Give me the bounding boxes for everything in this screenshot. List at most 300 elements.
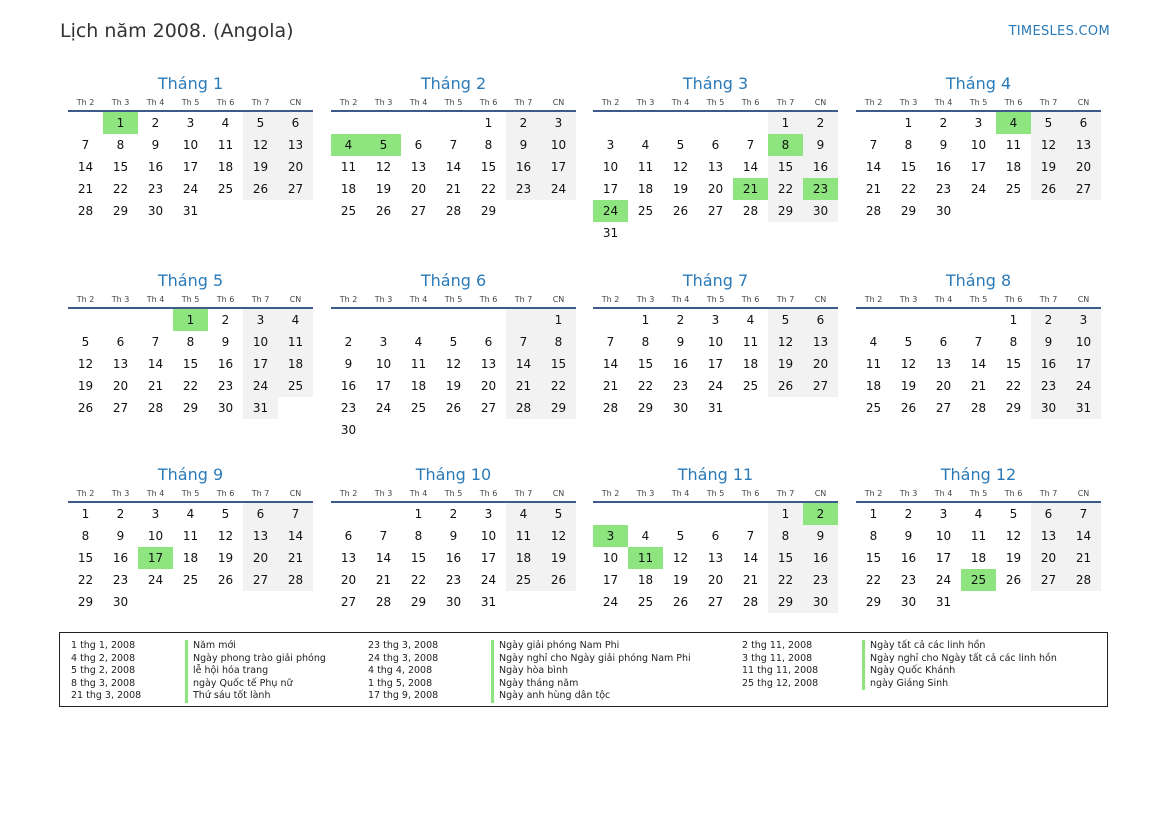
day-cell: 2 [803, 112, 838, 134]
day-cell: 15 [77, 551, 94, 565]
empty-cell [208, 591, 243, 613]
day-cell: 16 [147, 160, 164, 174]
day-cell: 10 [707, 335, 724, 349]
day-cell: 9 [803, 134, 838, 156]
weekday-label: Th 6 [216, 489, 235, 498]
day-cell: 29 [865, 595, 882, 609]
weekday-label: CN [814, 295, 827, 304]
week-row [68, 591, 313, 613]
weekday-label: Th 5 [181, 295, 200, 304]
day-cell: 28 [278, 569, 313, 591]
day-cell: 26 [445, 401, 462, 415]
day-cell: 21 [1066, 547, 1101, 569]
day-cell: 19 [375, 182, 392, 196]
legend-dates-1 [71, 640, 141, 703]
day-cell: 2 [449, 507, 458, 521]
day-cell: 3 [711, 313, 720, 327]
day-cell: 30 [445, 595, 462, 609]
legend-entry: 2 thg 11, 2008 [742, 640, 813, 651]
day-cell: 10 [1066, 331, 1101, 353]
day-cell: 3 [939, 507, 948, 521]
day-cell: 22 [768, 178, 803, 200]
empty-cell [103, 309, 138, 331]
empty-cell [803, 397, 838, 419]
empty-cell [401, 309, 436, 331]
week-row [331, 112, 576, 134]
day-cell: 26 [768, 375, 803, 397]
day-cell: 4 [641, 138, 650, 152]
week-row [856, 134, 1101, 156]
weekday-label: Th 2 [76, 98, 95, 107]
empty-cell [506, 200, 541, 222]
day-cell: 28 [865, 204, 882, 218]
day-cell: 20 [707, 573, 724, 587]
day-cell: 1 [414, 507, 423, 521]
day-cell: 17 [707, 357, 724, 371]
site-link[interactable]: TIMESLES.COM [1008, 24, 1110, 39]
weekday-label: Th 4 [146, 295, 165, 304]
empty-cell [471, 419, 506, 441]
day-cell: 17 [243, 353, 278, 375]
day-cell: 13 [803, 331, 838, 353]
day-cell: 9 [221, 335, 230, 349]
week-row [593, 200, 838, 222]
day-cell: 29 [182, 401, 199, 415]
weekday-label: CN [1077, 98, 1090, 107]
legend-dates-3 [742, 640, 818, 690]
empty-cell [733, 397, 768, 419]
day-cell: 6 [1031, 503, 1066, 525]
day-cell: 11 [742, 335, 759, 349]
day-cell: 12 [445, 357, 462, 371]
empty-cell [698, 112, 733, 134]
week-row [68, 569, 313, 591]
day-cell: 14 [742, 160, 759, 174]
day-cell: 14 [1066, 525, 1101, 547]
day-cell: 18 [217, 160, 234, 174]
week-row [856, 525, 1101, 547]
week-row [68, 134, 313, 156]
day-cell: 10 [541, 134, 576, 156]
week-row [331, 156, 576, 178]
weekday-label: Th 7 [251, 489, 270, 498]
weekday-label: Th 7 [514, 98, 533, 107]
empty-cell [733, 503, 768, 525]
day-cell: 16 [900, 551, 917, 565]
day-cell: 21 [445, 182, 462, 196]
day-cell: 3 [606, 138, 615, 152]
day-cell: 26 [1031, 178, 1066, 200]
day-cell: 10 [182, 138, 199, 152]
day-cell: 6 [278, 112, 313, 134]
month-calendar [68, 464, 313, 613]
day-cell: 1 [768, 112, 803, 134]
day-cell: 10 [147, 529, 164, 543]
day-cell: 23 [1031, 375, 1066, 397]
day-cell: 21 [147, 379, 164, 393]
day-cell: 19 [77, 379, 94, 393]
day-cell: 27 [707, 595, 724, 609]
day-cell: 23 [935, 182, 952, 196]
weekday-label: CN [814, 98, 827, 107]
weekday-label: Th 2 [76, 295, 95, 304]
legend-entry: 5 thg 2, 2008 [71, 665, 136, 676]
day-cell: 1 [103, 112, 138, 134]
weekday-label: CN [552, 489, 565, 498]
day-cell: 6 [803, 309, 838, 331]
week-row [331, 547, 576, 569]
day-cell: 20 [112, 379, 129, 393]
day-cell: 17 [602, 182, 619, 196]
day-cell: 26 [375, 204, 392, 218]
week-row [68, 309, 313, 331]
day-cell: 13 [410, 160, 427, 174]
day-cell: 24 [602, 595, 619, 609]
day-cell: 20 [803, 353, 838, 375]
empty-cell [331, 503, 366, 525]
day-cell: 9 [939, 138, 948, 152]
day-cell: 14 [506, 353, 541, 375]
week-row [68, 156, 313, 178]
day-cell: 7 [379, 529, 388, 543]
day-cell: 10 [970, 138, 987, 152]
day-cell: 13 [1031, 525, 1066, 547]
weekday-label: Th 2 [864, 489, 883, 498]
day-cell: 21 [970, 379, 987, 393]
day-cell: 21 [742, 573, 759, 587]
empty-cell [68, 112, 103, 134]
day-cell: 9 [1031, 331, 1066, 353]
weekday-label: Th 5 [706, 489, 725, 498]
day-cell: 11 [340, 160, 357, 174]
weekday-label: Th 3 [899, 489, 918, 498]
day-cell: 24 [147, 573, 164, 587]
day-cell: 18 [278, 353, 313, 375]
day-cell: 26 [217, 573, 234, 587]
day-cell: 19 [1005, 551, 1022, 565]
week-row [593, 591, 838, 613]
weekday-label: Th 2 [339, 295, 358, 304]
week-row [593, 309, 838, 331]
day-cell: 29 [637, 401, 654, 415]
day-cell: 17 [182, 160, 199, 174]
legend-entry: 21 thg 3, 2008 [71, 690, 142, 701]
day-cell: 22 [637, 379, 654, 393]
day-cell: 25 [742, 379, 759, 393]
day-cell: 9 [506, 134, 541, 156]
day-cell: 26 [541, 569, 576, 591]
empty-cell [1066, 591, 1101, 613]
legend-entry: ngày Giáng Sinh [870, 677, 949, 689]
day-cell: 16 [340, 379, 357, 393]
day-cell: 1 [641, 313, 650, 327]
day-cell: 27 [480, 401, 497, 415]
legend-entry: 24 thg 3, 2008 [368, 652, 439, 664]
legend-entry: ngày Quốc tế Phụ nữ [193, 677, 293, 689]
legend-names-2 [491, 640, 691, 703]
day-cell: 3 [379, 335, 388, 349]
legend-entry: 17 thg 9, 2008 [368, 690, 439, 701]
day-cell: 12 [243, 134, 278, 156]
day-cell: 14 [278, 525, 313, 547]
month-title: Tháng 8 [945, 271, 1012, 290]
week-row [68, 178, 313, 200]
day-cell: 7 [151, 335, 160, 349]
empty-cell [138, 309, 173, 331]
weekday-header [856, 95, 1101, 112]
empty-cell [401, 419, 436, 441]
month-calendar [856, 270, 1101, 419]
day-cell: 23 [445, 573, 462, 587]
empty-cell [593, 503, 628, 525]
empty-cell [208, 200, 243, 222]
day-cell: 3 [243, 309, 278, 331]
day-cell: 6 [939, 335, 948, 349]
month-title: Tháng 7 [682, 271, 749, 290]
day-cell: 2 [1031, 309, 1066, 331]
weekday-label: Th 6 [1004, 295, 1023, 304]
day-cell: 12 [900, 357, 917, 371]
day-cell: 5 [366, 134, 401, 156]
weekday-label: Th 3 [636, 489, 655, 498]
empty-cell [278, 200, 313, 222]
empty-cell [733, 222, 768, 244]
day-cell: 12 [375, 160, 392, 174]
empty-cell [961, 591, 996, 613]
day-cell: 9 [803, 525, 838, 547]
day-cell: 16 [217, 357, 234, 371]
day-cell: 5 [81, 335, 90, 349]
day-cell: 1 [81, 507, 90, 521]
day-cell: 21 [602, 379, 619, 393]
week-row [331, 200, 576, 222]
empty-cell [856, 112, 891, 134]
day-cell: 29 [768, 591, 803, 613]
day-cell: 21 [733, 178, 768, 200]
week-row [593, 375, 838, 397]
day-cell: 5 [676, 529, 685, 543]
week-row [68, 397, 313, 419]
day-cell: 28 [742, 204, 759, 218]
week-row [68, 353, 313, 375]
empty-cell [436, 309, 471, 331]
day-cell: 14 [147, 357, 164, 371]
day-cell: 5 [768, 309, 803, 331]
day-cell: 4 [186, 507, 195, 521]
day-cell: 8 [414, 529, 423, 543]
day-cell: 9 [904, 529, 913, 543]
day-cell: 14 [970, 357, 987, 371]
weekday-label: Th 3 [111, 295, 130, 304]
legend-entry: Ngày nghỉ cho Ngày giải phóng Nam Phi [499, 652, 691, 664]
day-cell: 12 [1031, 134, 1066, 156]
day-cell: 25 [340, 204, 357, 218]
empty-cell [436, 419, 471, 441]
day-cell: 27 [278, 178, 313, 200]
weekday-label: Th 6 [479, 98, 498, 107]
week-row [331, 503, 576, 525]
empty-cell [506, 309, 541, 331]
week-row [856, 178, 1101, 200]
day-cell: 12 [77, 357, 94, 371]
month-calendar [856, 73, 1101, 222]
day-cell: 23 [112, 573, 129, 587]
empty-cell [401, 112, 436, 134]
legend-entry: lễ hội hóa trang [193, 665, 269, 676]
day-cell: 5 [221, 507, 230, 521]
day-cell: 15 [637, 357, 654, 371]
day-cell: 30 [900, 595, 917, 609]
day-cell: 9 [449, 529, 458, 543]
empty-cell [891, 309, 926, 331]
empty-cell [366, 503, 401, 525]
day-cell: 6 [414, 138, 423, 152]
empty-cell [366, 309, 401, 331]
day-cell: 28 [1066, 569, 1101, 591]
month-title: Tháng 9 [157, 465, 224, 484]
day-cell: 21 [375, 573, 392, 587]
empty-cell [803, 222, 838, 244]
week-row [331, 569, 576, 591]
day-cell: 18 [637, 573, 654, 587]
week-row [331, 353, 576, 375]
day-cell: 16 [445, 551, 462, 565]
day-cell: 25 [1005, 182, 1022, 196]
weekday-label: Th 3 [374, 98, 393, 107]
month-title: Tháng 12 [940, 465, 1017, 484]
day-cell: 11 [278, 331, 313, 353]
empty-cell [628, 222, 663, 244]
day-cell: 15 [1005, 357, 1022, 371]
day-cell: 25 [961, 569, 996, 591]
month-calendar [331, 464, 576, 613]
day-cell: 24 [1066, 375, 1101, 397]
day-cell: 27 [112, 401, 129, 415]
day-cell: 28 [506, 397, 541, 419]
empty-cell [1066, 200, 1101, 222]
day-cell: 18 [865, 379, 882, 393]
day-cell: 1 [768, 503, 803, 525]
day-cell: 17 [1066, 353, 1101, 375]
month-calendar [593, 73, 838, 244]
day-cell: 5 [1009, 507, 1018, 521]
empty-cell [1031, 591, 1066, 613]
week-row [68, 525, 313, 547]
day-cell: 25 [506, 569, 541, 591]
day-cell: 18 [410, 379, 427, 393]
day-cell: 12 [672, 160, 689, 174]
day-cell: 5 [243, 112, 278, 134]
day-cell: 19 [672, 573, 689, 587]
day-cell: 19 [445, 379, 462, 393]
day-cell: 21 [506, 375, 541, 397]
week-row [593, 547, 838, 569]
month-title: Tháng 5 [157, 271, 224, 290]
weekday-label: Th 5 [706, 295, 725, 304]
day-cell: 19 [900, 379, 917, 393]
day-cell: 11 [1005, 138, 1022, 152]
day-cell: 30 [803, 200, 838, 222]
day-cell: 13 [243, 525, 278, 547]
weekday-header [593, 292, 838, 309]
day-cell: 27 [340, 595, 357, 609]
day-cell: 15 [900, 160, 917, 174]
day-cell: 28 [147, 401, 164, 415]
day-cell: 17 [480, 551, 497, 565]
day-cell: 20 [480, 379, 497, 393]
weekday-label: Th 7 [776, 489, 795, 498]
legend-names-3 [862, 640, 1057, 690]
day-cell: 13 [1066, 134, 1101, 156]
empty-cell [173, 591, 208, 613]
day-cell: 25 [637, 204, 654, 218]
legend-entry: 8 thg 3, 2008 [71, 677, 136, 689]
page-title: Lịch năm 2008. (Angola) [60, 20, 294, 42]
day-cell: 17 [375, 379, 392, 393]
day-cell: 28 [970, 401, 987, 415]
day-cell: 19 [672, 182, 689, 196]
day-cell: 12 [217, 529, 234, 543]
day-cell: 2 [506, 112, 541, 134]
weekday-label: Th 4 [671, 489, 690, 498]
day-cell: 8 [768, 134, 803, 156]
day-cell: 4 [506, 503, 541, 525]
day-cell: 14 [375, 551, 392, 565]
day-cell: 19 [541, 547, 576, 569]
day-cell: 25 [278, 375, 313, 397]
day-cell: 19 [243, 156, 278, 178]
day-cell: 31 [1066, 397, 1101, 419]
day-cell: 8 [904, 138, 913, 152]
empty-cell [68, 309, 103, 331]
weekday-label: Th 7 [251, 98, 270, 107]
week-row [856, 309, 1101, 331]
day-cell: 12 [672, 551, 689, 565]
empty-cell [331, 112, 366, 134]
day-cell: 28 [375, 595, 392, 609]
day-cell: 12 [541, 525, 576, 547]
day-cell: 15 [768, 156, 803, 178]
day-cell: 20 [935, 379, 952, 393]
week-row [856, 397, 1101, 419]
empty-cell [628, 112, 663, 134]
weekday-label: Th 2 [864, 98, 883, 107]
day-cell: 30 [803, 591, 838, 613]
weekday-label: Th 4 [409, 489, 428, 498]
day-cell: 22 [768, 569, 803, 591]
day-cell: 13 [707, 160, 724, 174]
day-cell: 2 [676, 313, 685, 327]
day-cell: 7 [974, 335, 983, 349]
week-row [68, 112, 313, 134]
day-cell: 1 [1009, 313, 1018, 327]
day-cell: 22 [865, 573, 882, 587]
day-cell: 15 [480, 160, 497, 174]
weekday-label: Th 4 [409, 295, 428, 304]
weekday-label: Th 6 [741, 98, 760, 107]
day-cell: 15 [112, 160, 129, 174]
legend-entry: 4 thg 4, 2008 [368, 665, 433, 676]
weekday-label: Th 3 [111, 98, 130, 107]
day-cell: 15 [865, 551, 882, 565]
weekday-label: Th 2 [339, 98, 358, 107]
day-cell: 27 [243, 569, 278, 591]
day-cell: 4 [641, 529, 650, 543]
day-cell: 30 [1031, 397, 1066, 419]
day-cell: 14 [865, 160, 882, 174]
holiday-legend [59, 632, 1108, 707]
weekday-label: Th 6 [741, 295, 760, 304]
